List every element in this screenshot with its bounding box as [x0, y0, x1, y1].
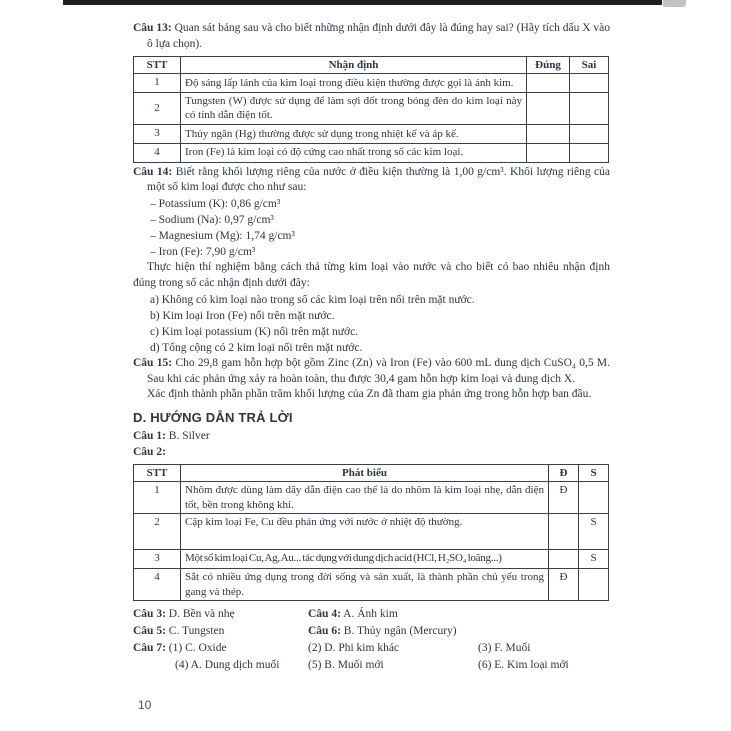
- sai-cell: [570, 74, 609, 93]
- table-row: [134, 550, 609, 569]
- table-row: [134, 125, 609, 144]
- header-statement: Nhận định: [181, 56, 527, 74]
- density-item: – Sodium (Na): 0,97 g/cm³: [150, 214, 274, 227]
- statement-cell: Độ sáng lấp lánh của kim loại trong điều kiện thường được gọi là ánh kim.: [181, 74, 527, 93]
- answer-3-text: D. Bền và nhẹ: [168, 608, 235, 621]
- question-13-text: Quan sát bảng sau và cho biết những nhận định dưới đây là đúng hay sai? (Hãy tích dấu X vào ô lựa chọn).: [147, 22, 611, 50]
- answer-7-label: Câu 7:: [133, 642, 166, 655]
- scan-edge-artifact: [63, 0, 662, 5]
- dung-cell: Đ: [549, 569, 579, 601]
- answer-row: [133, 657, 610, 674]
- answer-row: [133, 623, 610, 640]
- answer-2: [133, 445, 610, 461]
- row-number: 4: [134, 569, 181, 601]
- answer-row: [133, 606, 610, 623]
- answer-7-text-5: (5) B. Muối mới: [308, 659, 384, 672]
- dung-cell: [527, 74, 570, 93]
- answer-4-label: Câu 4:: [308, 608, 341, 621]
- table-row: [134, 482, 609, 514]
- answer-1-label: Câu 1:: [133, 430, 166, 443]
- answer-2-label: Câu 2:: [133, 445, 166, 458]
- answer-5-label: Câu 5:: [133, 625, 166, 638]
- option-item: c) Kim loại potassium (K) nổi trên mặt nước.: [150, 325, 359, 338]
- page-number: 10: [138, 698, 152, 712]
- dung-cell: [527, 125, 570, 144]
- question-14-text: Biết rằng khối lượng riêng của nước ở điều kiện thường là 1,00 g/cm³. Khối lượng riêng của một số kim loại được cho như sau:: [147, 165, 611, 194]
- answer-1: [133, 429, 610, 445]
- scan-edge-corner: [663, 0, 686, 7]
- sai-cell: [570, 92, 609, 124]
- option-item: d) Tổng cộng có 2 kim loại nổi trên mặt nước.: [150, 341, 363, 354]
- answer-key-list: [133, 606, 610, 674]
- answer-row: [133, 640, 610, 657]
- table-row: [134, 569, 609, 601]
- answer-6: [308, 623, 478, 640]
- header-dung: Đúng: [527, 56, 570, 74]
- density-item: – Iron (Fe): 7,90 g/cm³: [150, 246, 256, 259]
- row-number: 4: [134, 143, 181, 162]
- answer-6-label: Câu 6:: [308, 625, 341, 638]
- dung-cell: Đ: [549, 482, 579, 514]
- table-row: [134, 92, 609, 124]
- table-header-row: [134, 56, 609, 74]
- option-item: a) Không có kim loại nào trong số các kim loại trên nổi trên mặt nước.: [150, 293, 475, 306]
- header-statement: Phát biểu: [181, 464, 549, 482]
- answer-4: [308, 606, 478, 623]
- answer-7-text-6: (6) E. Kim loại mới: [478, 659, 569, 672]
- question-13-label: Câu 13:: [133, 22, 172, 34]
- dung-cell: [549, 514, 579, 550]
- sai-cell: S: [579, 514, 609, 550]
- page-content: [133, 21, 610, 674]
- sai-cell: [579, 569, 609, 601]
- answer-5-text: C. Tungsten: [168, 625, 225, 638]
- statement-cell: Cặp kim loại Fe, Cu đều phản ứng với nước ở nhiệt độ thường.: [181, 514, 549, 550]
- statement-cell: Sắt có nhiều ứng dụng trong đời sống và sản xuất, là thành phần chủ yếu trong gang và thép.: [181, 569, 549, 601]
- header-s: S: [579, 464, 609, 482]
- answer-7-part4: [133, 657, 308, 674]
- table-header-row: [134, 464, 609, 482]
- answer-7-text-1: (1) C. Oxide: [168, 642, 227, 655]
- option-item: b) Kim loại Iron (Fe) nổi trên mặt nước.: [150, 309, 335, 322]
- section-d-title: D. HƯỚNG DẪN TRẢ LỜI: [133, 410, 293, 426]
- answer-7-part3: [478, 640, 610, 657]
- question-13: [133, 21, 610, 53]
- density-item: – Potassium (K): 0,86 g/cm³: [150, 198, 281, 211]
- sai-cell: [570, 125, 609, 144]
- row-number: 2: [134, 514, 181, 550]
- question-13-table: [133, 56, 609, 163]
- answer-7-part2: [308, 640, 478, 657]
- header-d: Đ: [549, 464, 579, 482]
- question-14-experiment: Thực hiện thí nghiệm bằng cách thả từng kim loại vào nước và cho biết có bao nhiêu nhận định đúng trong số các nhận định dưới đây:: [133, 261, 610, 290]
- dung-cell: [527, 143, 570, 162]
- answer-3-label: Câu 3:: [133, 608, 166, 621]
- sai-cell: [579, 482, 609, 514]
- answer-7-text-2: (2) D. Phi kim khác: [308, 642, 400, 655]
- row-number: 3: [134, 550, 181, 569]
- question-14-label: Câu 14:: [133, 165, 173, 178]
- sai-cell: S: [579, 550, 609, 569]
- statement-cell: Nhôm được dùng làm dây dẫn điện cao thế là do nhôm là kim loại nhẹ, dẫn điện tốt, bền trong không khí.: [181, 482, 549, 514]
- answer-7-part5: [308, 657, 478, 674]
- statement-cell: Iron (Fe) là kim loại có độ cứng cao nhất trong số các kim loại.: [181, 143, 527, 162]
- density-list: [150, 196, 610, 260]
- answer-1-text: B. Silver: [168, 430, 210, 443]
- answer-2-table: [133, 464, 609, 602]
- answer-6-text: B. Thủy ngân (Mercury): [343, 625, 457, 638]
- answer-4-text: A. Ánh kim: [343, 608, 398, 621]
- sai-cell: [570, 143, 609, 162]
- dung-cell: [527, 92, 570, 124]
- row-number: 1: [134, 74, 181, 93]
- table-row: [134, 143, 609, 162]
- table-row: [134, 74, 609, 93]
- header-sai: Sai: [570, 56, 609, 74]
- question-15-text: Cho 29,8 gam hỗn hợp bột gồm Zinc (Zn) và Iron (Fe) vào 600 mL dung dịch CuSO₄ 0,5 M. Sau khi các phản ứng xảy ra hoàn toàn, thu được 30,4 gam hỗn hợp kim loại và dung dịch X.: [147, 356, 611, 385]
- answer-7-part6: [478, 657, 610, 674]
- answer-5: [133, 623, 308, 640]
- dung-cell: [549, 550, 579, 569]
- answer-3: [133, 606, 308, 623]
- table-row: [134, 514, 609, 550]
- answer-7-part1: [133, 640, 308, 657]
- answer-7-text-4: (4) A. Dung dịch muối: [175, 659, 280, 672]
- row-number: 1: [134, 482, 181, 514]
- option-list: [150, 292, 610, 356]
- question-15-label: Câu 15:: [133, 356, 173, 369]
- header-stt: STT: [134, 56, 181, 74]
- statement-cell: Thủy ngân (Hg) thường được sử dụng trong nhiệt kế và áp kế.: [181, 125, 527, 144]
- header-stt: STT: [134, 464, 181, 482]
- density-item: – Magnesium (Mg): 1,74 g/cm³: [150, 230, 295, 243]
- statement-cell: Một số kim loại Cu, Ag, Au... tác dụng với dung dịch acid (HCl, H₂SO₄ loãng...): [181, 550, 549, 569]
- row-number: 3: [134, 125, 181, 144]
- question-15: [133, 356, 610, 388]
- question-14: [133, 165, 610, 197]
- answer-7-text-3: (3) F. Muối: [478, 642, 531, 655]
- row-number: 2: [134, 92, 181, 124]
- statement-cell: Tungsten (W) được sử dụng để làm sợi đốt trong bóng đèn do kim loại này có tính dẫn điện tốt.: [181, 92, 527, 124]
- question-15-task: Xác định thành phần phần trăm khối lượng của Zn đã tham gia phản ứng trong hỗn hợp ban đầu.: [147, 388, 592, 401]
